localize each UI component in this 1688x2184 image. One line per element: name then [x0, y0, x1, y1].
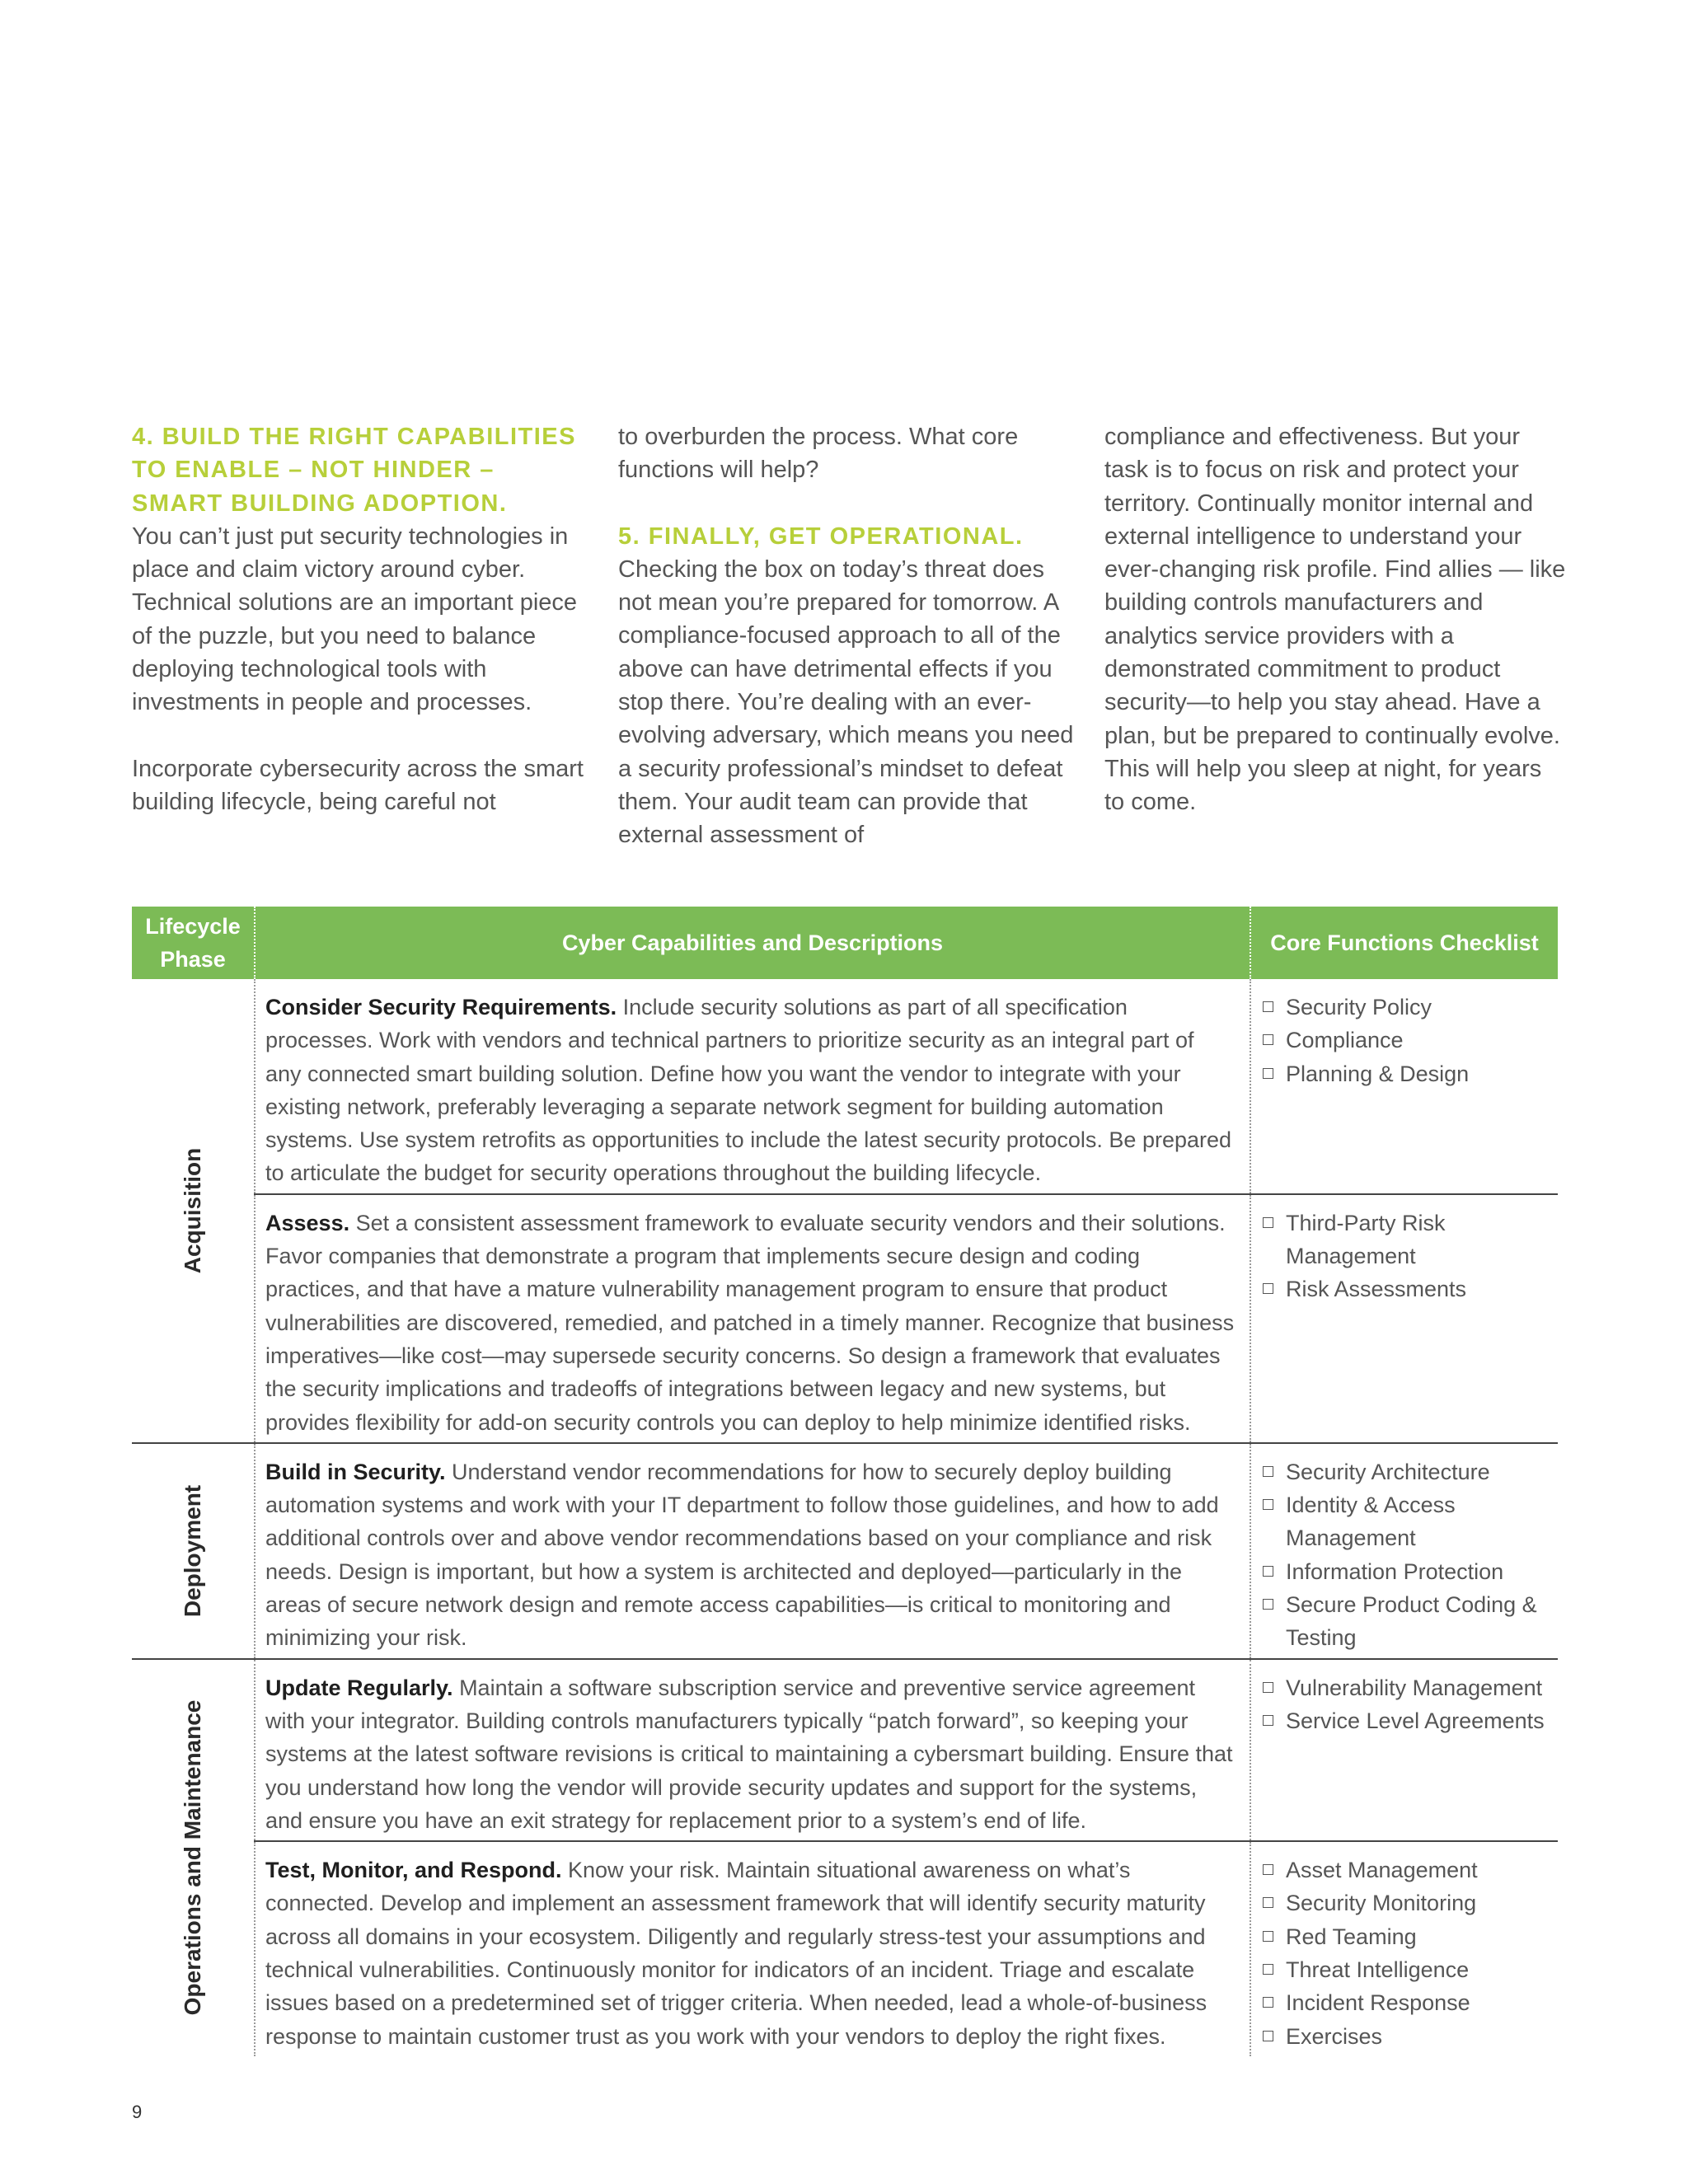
- checklist-item: [1261, 1057, 1551, 1090]
- capability-title: Test, Monitor, and Respond.: [265, 1858, 562, 1883]
- checklist: [1261, 1455, 1551, 1655]
- phase-operations-cell: [132, 1659, 255, 2056]
- checklist-item-label: Risk Assessments: [1286, 1277, 1467, 1302]
- checklist-item: [1261, 1986, 1551, 2019]
- capability-title: Consider Security Requirements.: [265, 995, 617, 1019]
- checklist: [1261, 1207, 1551, 1306]
- checklist-item-label: Vulnerability Management: [1286, 1675, 1543, 1700]
- page-number: 9: [132, 2102, 143, 2122]
- intro-columns: [132, 420, 1566, 882]
- checklist-item: [1261, 1671, 1551, 1704]
- column-2-paragraph-1: to overburden the process. What core functions will help?: [618, 424, 1019, 484]
- checklist: [1261, 1671, 1551, 1738]
- capability-text: Set a consistent assessment framework to evaluate security vendors and their solutions. Favor companies that demonstrate a program that implements secure design and coding practices, and that have a mature vulnerability management program to ensure that product vulnerabilities are discovered, remedied, and patched in a timely manner. Recognize that business imperatives—like cost—may supersede security concerns. So design a framework that evaluates the security implications and tradeoffs of integrations between legacy and new systems, but provides flexibility for add-on security controls you can deploy to help minimize identified risks.: [265, 1210, 1235, 1435]
- checklist-item-label: Asset Management: [1286, 1858, 1478, 1883]
- checklist-item: [1261, 1272, 1551, 1305]
- column-1-paragraph-2: Incorporate cybersecurity across the smart building lifecycle, being careful not: [132, 755, 584, 815]
- checklist-item-label: Threat Intelligence: [1286, 1957, 1470, 1983]
- checklist-item-label: Red Teaming: [1286, 1924, 1417, 1949]
- capability-description: [255, 1194, 1250, 1443]
- checkbox-icon: [1263, 1931, 1273, 1942]
- core-functions-cell: [1250, 979, 1558, 1194]
- checklist-item-label: Compliance: [1286, 1028, 1404, 1053]
- checklist-item: [1261, 1455, 1551, 1488]
- column-3-paragraph-1: compliance and effectiveness. But your task is to focus on risk and protect your territory. Continually monitor internal and external intelligence to understand your ever-changing risk profile. Find allies — like building controls manufacturers and analytics service providers with a demonstrated commitment to product security—to help you stay ahead. Have a plan, but be prepared to continually evolve. This will help you sleep at night, for years to come.: [1104, 424, 1566, 816]
- core-functions-cell: [1250, 1659, 1558, 1841]
- capability-text: Understand vendor recommendations for how to securely deploy building automation systems and work with your IT department to follow those guidelines, and how to add additional controls over and above vendor recommendations based on your compliance and risk needs. Design is important, but how a system is architected and deployed—particularly in the areas of secure network design and remote access capabilities—is critical to monitoring and minimizing your risk.: [265, 1459, 1219, 1651]
- checklist-item-label: Security Policy: [1286, 995, 1432, 1019]
- checklist-item: [1261, 1953, 1551, 1986]
- checklist-item: [1261, 2020, 1551, 2053]
- checklist-item: [1261, 1555, 1551, 1588]
- checkbox-icon: [1263, 1001, 1273, 1012]
- header-lifecycle-phase: Lifecycle Phase: [132, 907, 255, 979]
- phase-acquisition-cell: [132, 979, 255, 1443]
- column-2-paragraph-2: Checking the box on today’s threat does not mean you’re prepared for tomorrow. A compliance-focused approach to all of the above can have detrimental effects if you stop there. You’re dealing with an ever-evolving adversary, which means you need a security professional’s mindset to defeat them. Your audit team can provide that external assessment of: [618, 555, 1074, 849]
- checkbox-icon: [1263, 2031, 1273, 2041]
- capability-title: Assess.: [265, 1210, 350, 1235]
- checklist-item: [1261, 1886, 1551, 1919]
- checkbox-icon: [1263, 1715, 1273, 1726]
- checkbox-icon: [1263, 1897, 1273, 1908]
- column-1: [132, 420, 593, 818]
- checklist-item-label: Secure Product Coding & Testing: [1286, 1592, 1537, 1651]
- checklist-item-label: Information Protection: [1286, 1558, 1504, 1584]
- checkbox-icon: [1263, 1217, 1273, 1228]
- checklist: [1261, 1854, 1551, 2053]
- phase-deployment-label: Deployment: [179, 1484, 205, 1617]
- checklist: [1261, 991, 1551, 1090]
- checklist-item-label: Incident Response: [1286, 1990, 1470, 2016]
- capability-text: Know your risk. Maintain situational awareness on what’s connected. Develop and implement an assessment framework that will identify security maturity across all domains in your ecosystem. Diligently and regularly stress-test your assumptions and technical vulnerabilities. Continuously monitor for indicators of an incident. Triage and escalate issues based on a predetermined set of trigger criteria. When needed, lead a whole-of-business response to maintain customer trust as you work with your vendors to deploy the right fixes.: [265, 1858, 1207, 2049]
- checkbox-icon: [1263, 1466, 1273, 1477]
- section-4-heading: 4. BUILD THE RIGHT CAPABILITIES TO ENABLE – NOT HINDER – SMART BUILDING ADOPTION.: [132, 424, 576, 517]
- checklist-item-label: Third-Party Risk Management: [1286, 1210, 1446, 1269]
- capability-title: Update Regularly.: [265, 1675, 453, 1700]
- checklist-item: [1261, 1920, 1551, 1953]
- checklist-item-label: Planning & Design: [1286, 1061, 1470, 1086]
- column-3: [1104, 420, 1566, 819]
- capability-title: Build in Security.: [265, 1459, 446, 1484]
- table-row: [132, 1841, 1558, 2056]
- capability-text: Maintain a software subscription service and preventive service agreement with your integrator. Building controls manufacturers typically “patch forward”, so keeping your systems at the latest software revisions is critical to maintaining a cybersmart building. Ensure that you understand how long the vendor will provide security updates and support for the systems, and ensure you have an exit strategy for replacement prior to a system’s end of life.: [265, 1675, 1233, 1833]
- column-1-paragraph-1: You can’t just put security technologies in place and claim victory around cyber. Technical solutions are an important piece of the puzzle, but you need to balance deploying technological tools with investments in people and processes.: [132, 523, 578, 716]
- checklist-item-label: Security Architecture: [1286, 1459, 1490, 1484]
- table-row: [132, 979, 1558, 1194]
- checkbox-icon: [1263, 1499, 1273, 1510]
- core-functions-cell: [1250, 1841, 1558, 2056]
- capability-description: [255, 979, 1250, 1194]
- checklist-item: [1261, 1588, 1551, 1655]
- checkbox-icon: [1263, 1997, 1273, 2008]
- table-row: [132, 1194, 1558, 1443]
- checkbox-icon: [1263, 1068, 1273, 1079]
- checkbox-icon: [1263, 1864, 1273, 1875]
- table-row: [132, 1659, 1558, 1841]
- checklist-item: [1261, 1488, 1551, 1555]
- capability-description: [255, 1659, 1250, 1841]
- checklist-item: [1261, 991, 1551, 1024]
- column-2: [618, 420, 1080, 852]
- header-core-functions: Core Functions Checklist: [1250, 907, 1558, 979]
- checklist-item: [1261, 1207, 1551, 1273]
- checklist-item-label: Identity & Access Management: [1286, 1493, 1456, 1551]
- section-5-heading: 5. FINALLY, GET OPERATIONAL.: [618, 523, 1024, 550]
- phase-deployment-cell: [132, 1443, 255, 1659]
- table-header-row: [132, 907, 1558, 979]
- table-row: [132, 1443, 1558, 1659]
- capability-text: Include security solutions as part of all specification processes. Work with vendors and technical partners to prioritize security as an integral part of any connected smart building solution. Define how you want the vendor to integrate with your existing network, preferably leveraging a separate network segment for building automation systems. Use system retrofits as opportunities to include the latest security protocols. Be prepared to articulate the budget for security operations throughout the building lifecycle.: [265, 995, 1232, 1186]
- checklist-item-label: Service Level Agreements: [1286, 1708, 1545, 1733]
- checkbox-icon: [1263, 1566, 1273, 1577]
- checklist-item: [1261, 1024, 1551, 1057]
- capability-description: [255, 1443, 1250, 1659]
- checklist-item-label: Security Monitoring: [1286, 1891, 1477, 1916]
- phase-acquisition-label: Acquisition: [179, 1147, 205, 1274]
- checkbox-icon: [1263, 1599, 1273, 1610]
- checkbox-icon: [1263, 1682, 1273, 1693]
- core-functions-cell: [1250, 1194, 1558, 1443]
- checkbox-icon: [1263, 1964, 1273, 1975]
- checklist-item-label: Exercises: [1286, 2023, 1383, 2049]
- lifecycle-table: [132, 907, 1558, 2056]
- checkbox-icon: [1263, 1034, 1273, 1045]
- header-cyber-capabilities: Cyber Capabilities and Descriptions: [255, 907, 1250, 979]
- core-functions-cell: [1250, 1443, 1558, 1659]
- checkbox-icon: [1263, 1283, 1273, 1294]
- phase-operations-label: Operations and Maintenance: [179, 1699, 205, 2016]
- checklist-item: [1261, 1854, 1551, 1886]
- capability-description: [255, 1841, 1250, 2056]
- checklist-item: [1261, 1704, 1551, 1737]
